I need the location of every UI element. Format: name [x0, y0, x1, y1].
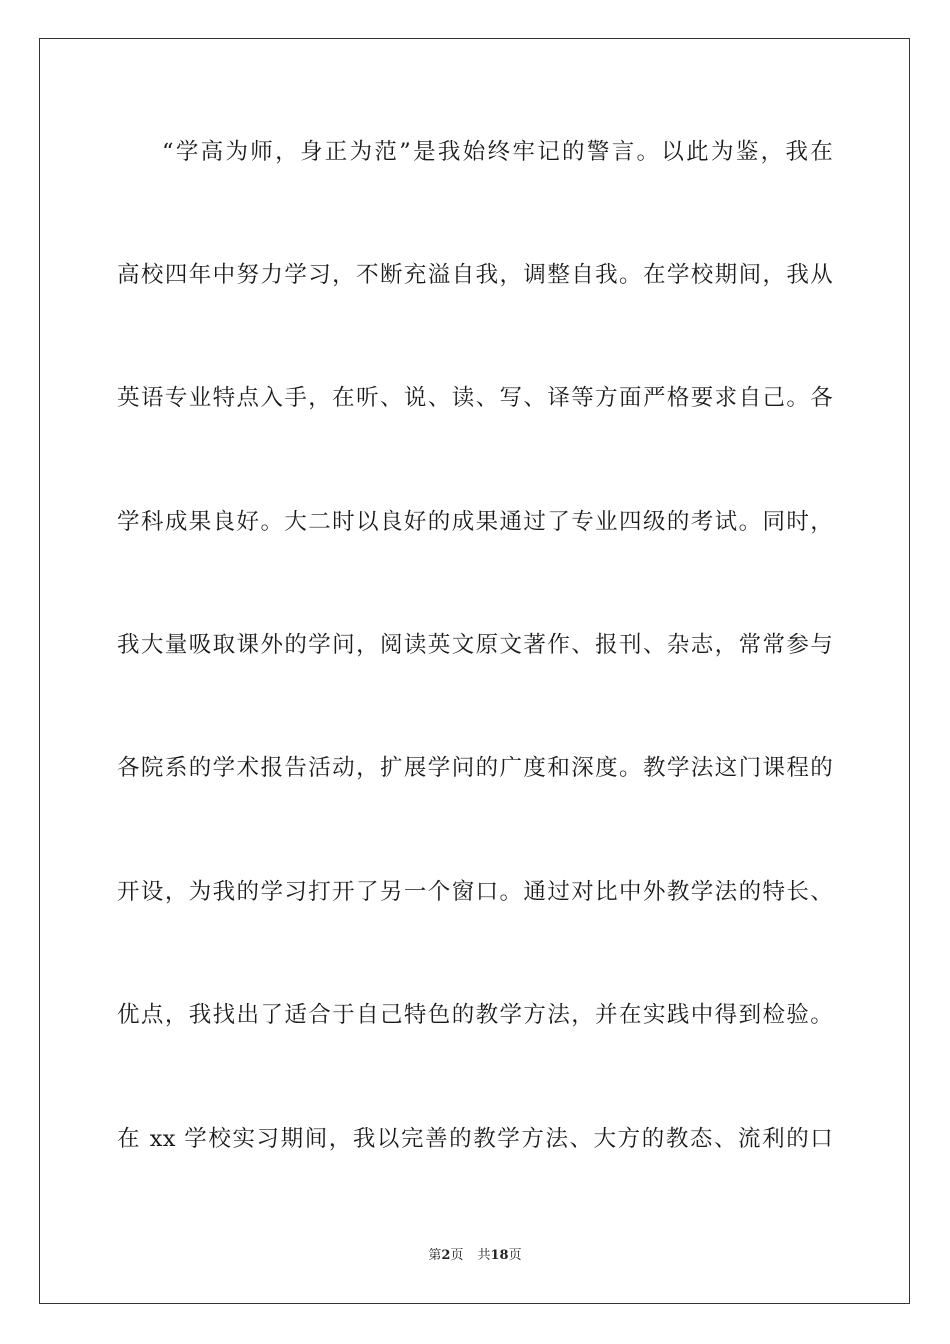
paragraph-line-2: 高校四年中努力学习，不断充溢自我，调整自我。在学校期间，我从: [117, 262, 833, 288]
paragraph-line-3: 英语专业特点入手，在听、说、读、写、译等方面严格要求自己。各: [117, 385, 833, 411]
footer-total-prefix: 共: [477, 1248, 491, 1263]
footer-page-number: 2: [441, 1248, 451, 1263]
footer-page-prefix: 第: [428, 1248, 442, 1263]
paragraph-line-6: 各院系的学术报告活动，扩展学问的广度和深度。教学法这门课程的: [117, 755, 833, 781]
paragraph-line-7: 开设，为我的学习打开了另一个窗口。通过对比中外教学法的特长、: [117, 879, 833, 905]
page-footer: [0, 1246, 950, 1266]
footer-page-suffix: 页: [450, 1248, 464, 1263]
footer-total-number: 18: [490, 1248, 509, 1263]
paragraph-line-8: 优点，我找出了适合于自己特色的教学方法，并在实践中得到检验。: [117, 1002, 833, 1028]
paragraph-line-5: 我大量吸取课外的学问，阅读英文原文著作、报刊、杂志，常常参与: [117, 632, 833, 658]
paragraph-line-4: 学科成果良好。大二时以良好的成果通过了专业四级的考试。同时，: [117, 509, 833, 535]
footer-total-suffix: 页: [508, 1248, 522, 1263]
page-border: [39, 38, 910, 1304]
paragraph-line-1: “学高为师，身正为范”是我始终牢记的警言。以此为鉴，我在: [162, 139, 833, 165]
paragraph-line-9: 在 xx 学校实习期间，我以完善的教学方法、大方的教态、流利的口: [117, 1126, 833, 1152]
